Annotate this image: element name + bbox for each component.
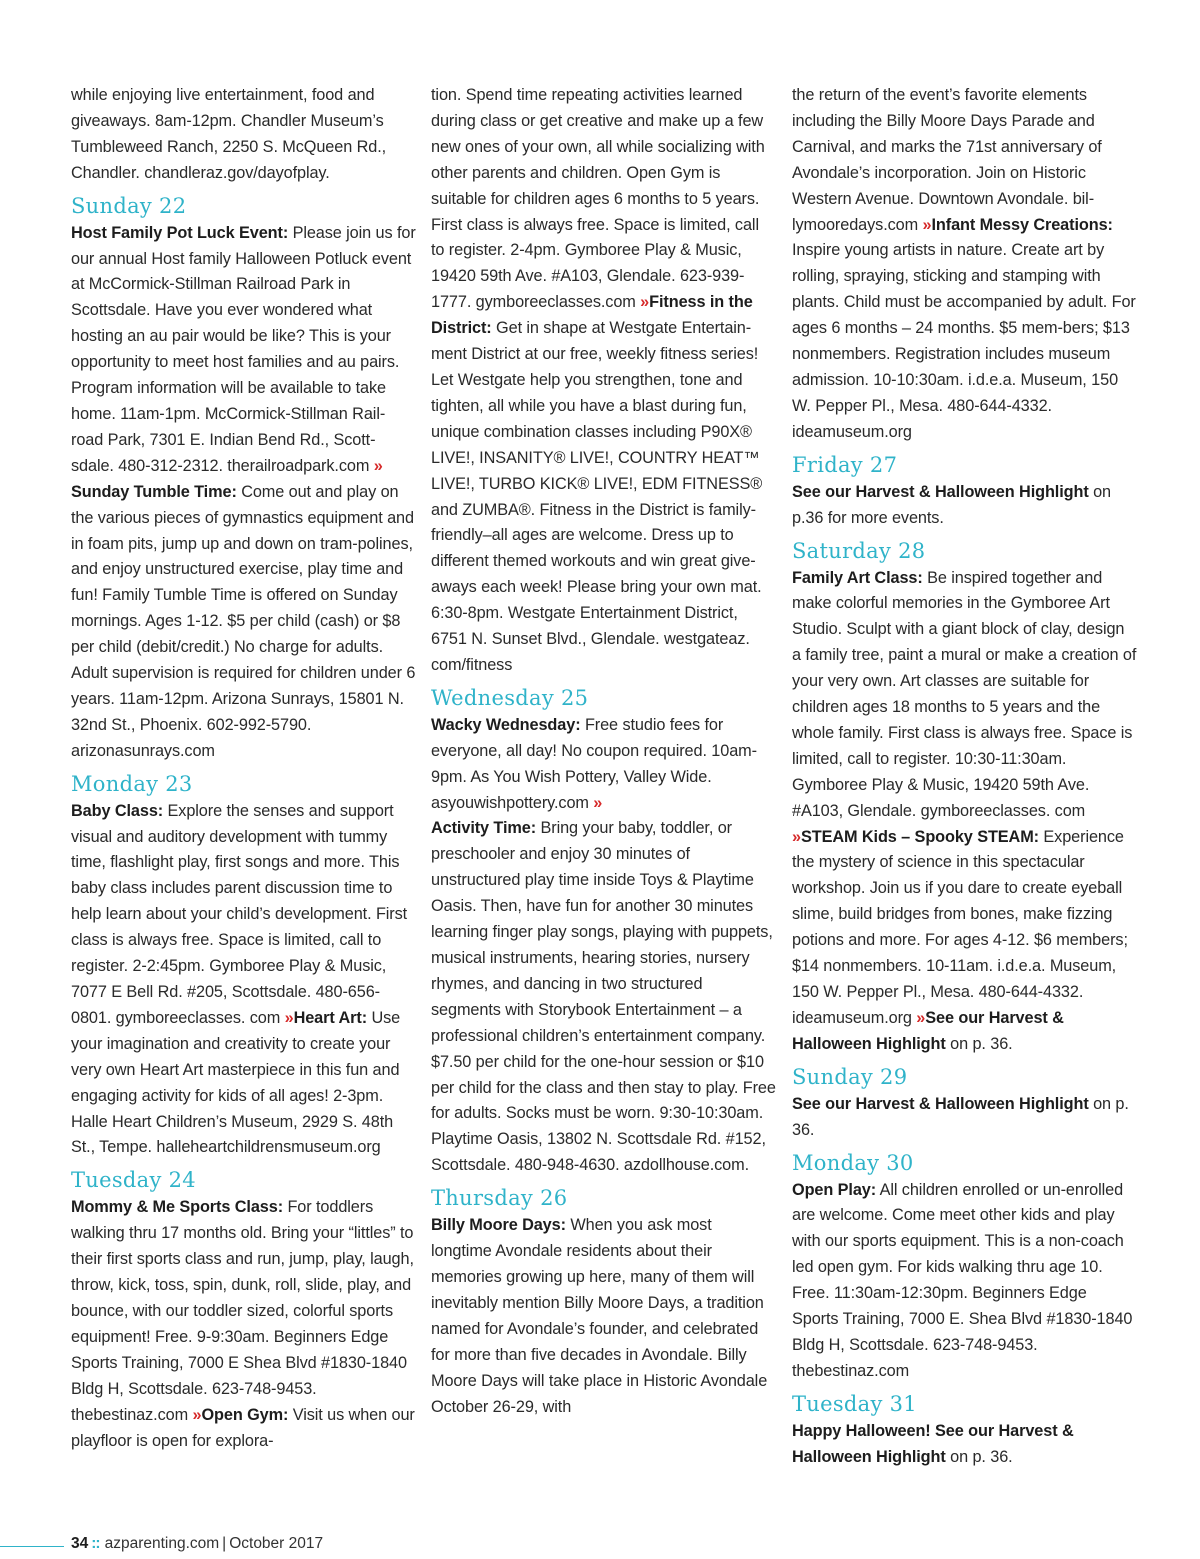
day-heading: Sunday 22	[71, 193, 187, 218]
event-listing: Happy Halloween! See our Harvest & Halloween Highlight on p. 36.	[792, 1421, 1074, 1466]
site-link[interactable]: azparenting.com	[104, 1535, 220, 1552]
footer-rule	[0, 1546, 64, 1547]
event-title: STEAM Kids – Spooky STEAM:	[800, 827, 1039, 846]
day-heading: Monday 30	[792, 1150, 914, 1175]
event-title: See our Harvest & Halloween Highlight	[792, 1008, 1064, 1053]
event-title: Baby Class:	[71, 801, 164, 820]
column-2	[431, 83, 776, 1420]
event-listing: Billy Moore Days: When you ask most longtime Avondale residents about their memories growing up here, many of them will inevitably mention Billy Moore Days, a tradition named for Avondale’s founder, and celebrated for more than five decades in Avondale. Billy Moore Days will take place in Historic Avondale October 26-29, with	[431, 1216, 768, 1416]
day-heading: Sunday 29	[792, 1064, 908, 1089]
event-title: Host Family Pot Luck Event:	[71, 223, 289, 242]
arrow-icon: »	[192, 1405, 202, 1424]
arrow-icon: »	[916, 1008, 926, 1027]
footer-separator: |	[222, 1535, 227, 1552]
page-footer	[0, 1535, 400, 1559]
event-listing: Baby Class: Explore the senses and support visual and auditory development with tummy time, flashlight play, first songs and more. This baby class includes parent discussion time to help learn about your child’s development. First class is always free. Space is limited, call to register. 2-2:45pm. Gymboree Play & Music, 7077 E Bell Rd. #205, Scottsdale. 480-656-0801. gymboreeclasses. com »Heart Art: Use your imagination and creativity to create your very own Heart Art masterpiece in this fun and engaging activity for kids of all ages! 2-3pm. Halle Heart Children’s Museum, 2929 S. 48th St., Tempe. halleheartchildrensmuseum.org	[71, 801, 408, 1157]
event-title: See our Harvest & Halloween Highlight	[792, 482, 1089, 501]
event-title: Sunday Tumble Time:	[71, 482, 237, 501]
event-title: Mommy & Me Sports Class:	[71, 1198, 284, 1217]
arrow-icon: »	[640, 293, 650, 312]
column-1	[71, 83, 416, 1454]
arrow-icon: »	[922, 215, 932, 234]
event-title: Heart Art:	[293, 1008, 368, 1027]
dots-icon: ::	[91, 1535, 100, 1552]
arrow-icon: »	[593, 793, 603, 812]
day-heading: Saturday 28	[792, 538, 926, 563]
arrow-icon: »	[792, 827, 801, 846]
event-listing: Wacky Wednesday: Free studio fees for everyone, all day! No coupon required. 10am-9pm. As You Wish Pottery, Valley Wide. asyouwishpottery.com » Activity Time: Bring your baby, toddler, or preschooler and enjoy 30 minutes of unstructured play time inside Toys & Playtime Oasis. Then, have fun for another 30 minutes learning finger play songs, playing with puppets, musical instruments, hearing stories, nursery rhymes, and dancing in two structured segments with Storybook Entertainment – a professional children’s entertainment company. $7.50 per child for the one-hour session or $10 per child for the class and then stay to play. Free for adults. Socks must be worn. 9:30-10:30am. Playtime Oasis, 13802 N. Scottsdale Rd. #152, Scottsdale. 480-948-4630. azdollhouse.com.	[431, 715, 776, 1175]
event-title: Happy Halloween! See our Harvest & Halloween Highlight	[792, 1421, 1074, 1466]
event-listing: Mommy & Me Sports Class: For toddlers walking thru 17 months old. Bring your “littles” to their first sports class and run, jump, play, laugh, throw, kick, toss, spin, dunk, roll, slide, play, and bounce, with our toddler sized, colorful sports equipment! Free. 9-9:30am. Beginners Edge Sports Training, 7000 E Shea Blvd #1830-1840 Bldg H, Scottsdale. 623-748-9453. thebestinaz.com »Open Gym: Visit us when our playfloor is open for explora-	[71, 1198, 415, 1450]
issue-date: October 2017	[229, 1535, 324, 1552]
day-heading: Thursday 26	[431, 1186, 568, 1211]
arrow-icon: »	[284, 1008, 294, 1027]
event-listing: Host Family Pot Luck Event: Please join us for our annual Host family Halloween Potluck event at McCormick-Stillman Railroad Park in Scottsdale. Have you ever wondered what hosting an au pair would be like? This is your opportunity to meet host families and au pairs. Program information will be available to take home. 11am-1pm. McCormick-Stillman Rail-road Park, 7301 E. Indian Bend Rd., Scott-sdale. 480-312-2312. therailroadpark.com » Sunday Tumble Time: Come out and play on the various pieces of gymnastics equipment and in foam pits, jump up and down on tram-polines, and enjoy unstructured exercise, play time and fun! Family Tumble Time is offered on Sunday mornings. Ages 1-12. $5 per child (cash) or $8 per child (debit/credit.) No charge for adults. Adult supervision is required for children under 6 years. 11am-12pm. Arizona Sunrays, 15801 N. 32nd St., Phoenix. 602-992-5790. arizonasunrays.com	[71, 223, 416, 760]
event-listing: while enjoying live entertainment, food and giveaways. 8am-12pm. Chandler Museum’s Tumbleweed Ranch, 2250 S. McQueen Rd., Chandler. chandleraz.gov/dayofplay.	[71, 86, 387, 182]
event-title: Activity Time:	[431, 819, 537, 838]
event-title: Open Play:	[792, 1180, 877, 1199]
event-title: Fitness in the District:	[431, 293, 753, 338]
column-3	[792, 83, 1137, 1471]
event-title: Infant Messy Creations:	[931, 215, 1113, 234]
footer-text	[71, 1535, 323, 1553]
event-listing: tion. Spend time repeating activities learned during class or get creative and make up a few new ones of your own, all while socializing with other parents and children. Open Gym is suitable for children ages 6 months to 5 years. First class is always free. Space is limited, call to register. 2-4pm. Gymboree Play & Music, 19420 59th Ave. #A103, Glendale. 623-939-1777. gymboreeclasses.com »Fitness in the District: Get in shape at Westgate Entertain-ment District at our free, weekly fitness series! Let Westgate help you strengthen, tone and tighten, all while you have a blast during fun, unique combination classes including P90X® LIVE!, INSANITY® LIVE!, COUNTRY HEAT™ LIVE!, TURBO KICK® LIVE!, EDM FITNESS® and ZUMBA®. Fitness in the District is family-friendly–all ages are welcome. Dress up to different themed workouts and win great give-aways each week! Please bring your own mat. 6:30-8pm. Westgate Entertainment District, 6751 N. Sunset Blvd., Glendale. westgateaz. com/fitness	[431, 86, 765, 674]
event-title: See our Harvest & Halloween Highlight	[792, 1094, 1089, 1113]
day-heading: Friday 27	[792, 452, 898, 477]
event-listing: Family Art Class: Be inspired together and make colorful memories in the Gymboree Art Studio. Sculpt with a giant block of clay, design a family tree, paint a mural or make a creation of your very own. Art classes are suitable for children ages 18 months to 5 years and the whole family. First class is always free. Space is limited, call to register. 10:30-11:30am. Gymboree Play & Music, 19420 59th Ave. #A103, Glendale. gymboreeclasses. com »STEAM Kids – Spooky STEAM: Experience the mystery of science in this spectacular workshop. Join us if you dare to create eyeball slime, build bridges from bones, make fizzing potions and more. For ages 4-12. $6 members; $14 nonmembers. 10-11am. i.d.e.a. Museum, 150 W. Pepper Pl., Mesa. 480-644-4332. ideamuseum.org »See our Harvest & Halloween Highlight on p. 36.	[792, 568, 1137, 1053]
day-heading: Monday 23	[71, 771, 193, 796]
day-heading: Tuesday 31	[792, 1391, 917, 1416]
day-heading: Wednesday 25	[431, 685, 589, 710]
event-listing: the return of the event’s favorite elements including the Billy Moore Days Parade and Carnival, and marks the 71st anniversary of Avondale’s incorporation. Join on Historic Western Avenue. Downtown Avondale. bil-lymooredays.com »Infant Messy Creations: Inspire young artists in nature. Create art by rolling, spraying, sticking and stamping with plants. Child must be accompanied by adult. For ages 6 months – 24 months. $5 mem-bers; $13 nonmembers. Registration includes museum admission. 10-10:30am. i.d.e.a. Museum, 150 W. Pepper Pl., Mesa. 480-644-4332. ideamuseum.org	[792, 86, 1136, 441]
event-listing: See our Harvest & Halloween Highlight on p.36 for more events.	[792, 482, 1112, 527]
event-title: Family Art Class:	[792, 568, 923, 587]
event-listing: See our Harvest & Halloween Highlight on p. 36.	[792, 1094, 1129, 1139]
event-listing: Open Play: All children enrolled or un-enrolled are welcome. Come meet other kids and play with our sports equipment. This is a non-coach led open gym. For kids walking thru age 10. Free. 11:30am-12:30pm. Beginners Edge Sports Training, 7000 E. Shea Blvd #1830-1840 Bldg H, Scottsdale. 623-748-9453. thebestinaz.com	[792, 1180, 1133, 1380]
event-title: Open Gym:	[201, 1405, 289, 1424]
page-number: 34	[71, 1535, 89, 1552]
event-title: Billy Moore Days:	[431, 1216, 566, 1235]
arrow-icon: »	[373, 456, 383, 475]
event-title: Wacky Wednesday:	[431, 715, 581, 734]
day-heading: Tuesday 24	[71, 1168, 196, 1193]
